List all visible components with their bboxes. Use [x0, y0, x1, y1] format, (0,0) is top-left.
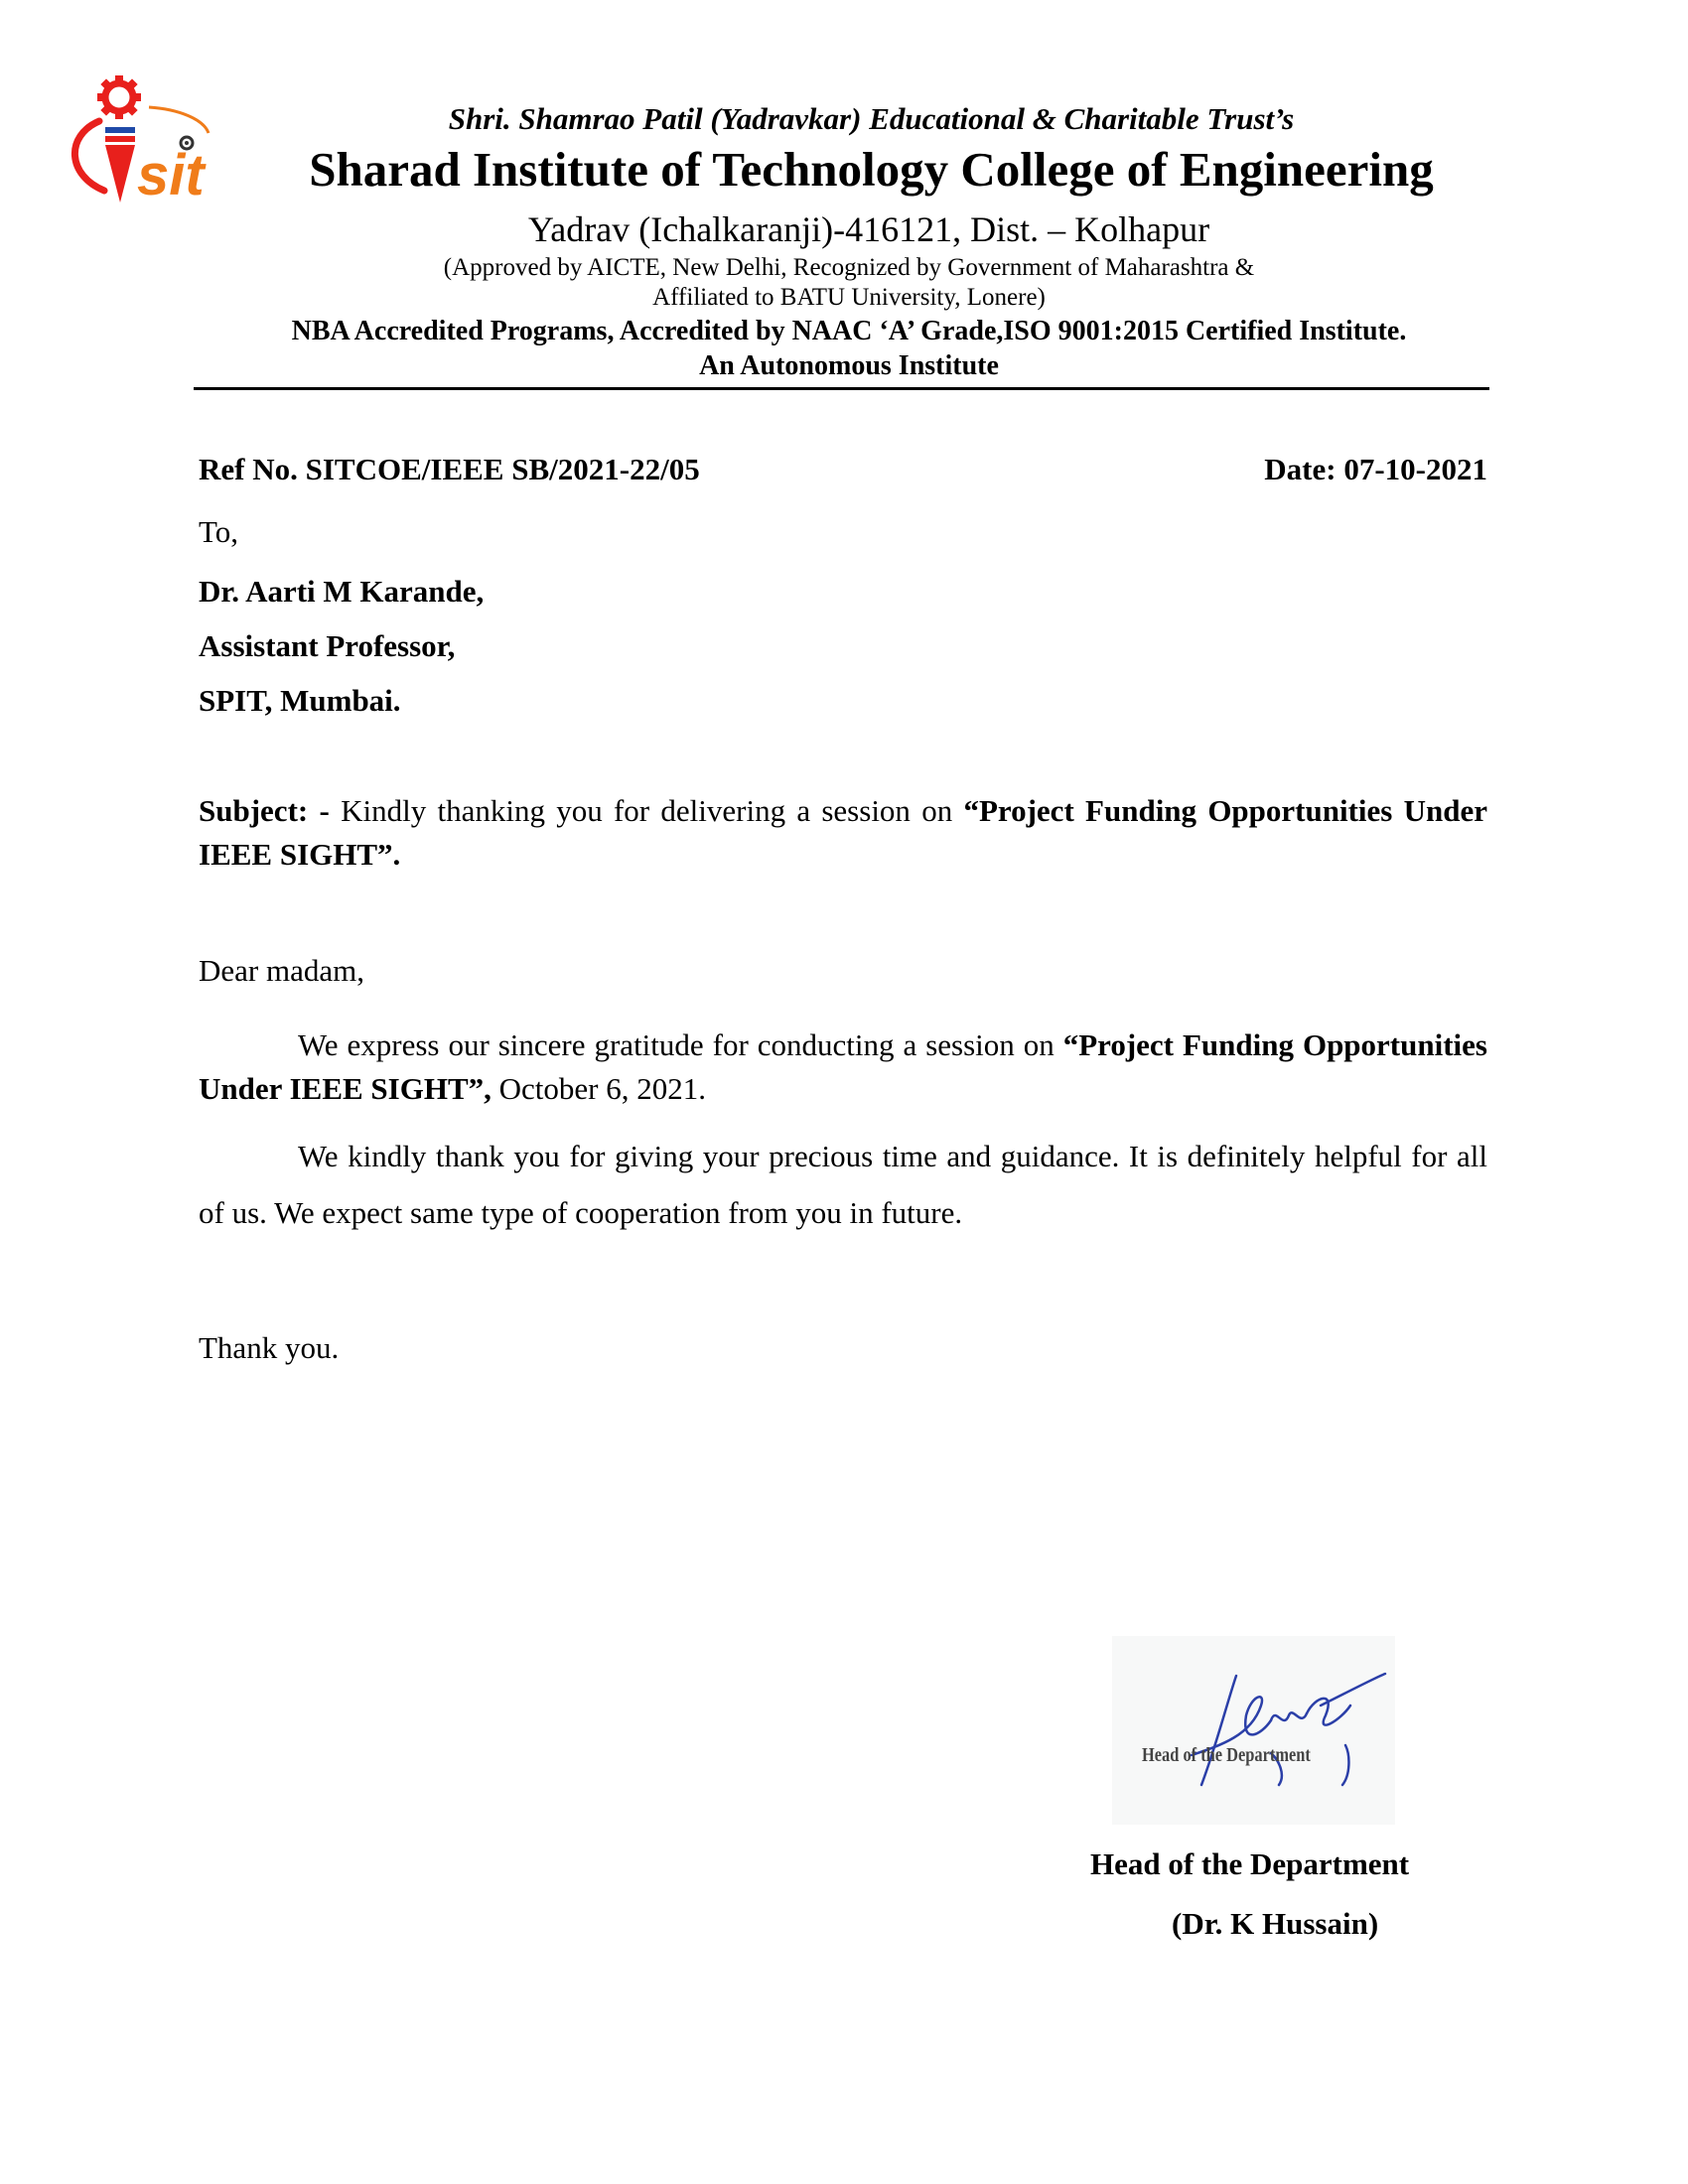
para1-date: October 6, 2021.	[491, 1071, 706, 1106]
trust-name: Shri. Shamrao Patil (Yadravkar) Educational & Charitable Trust’s	[448, 101, 1295, 136]
subject-topic: “Project Funding Opportunities Under IEEE SIGHT”.	[199, 793, 1487, 872]
accreditation-line: NBA Accredited Programs, Accredited by NAAC ‘A’ Grade,ISO 9001:2015 Certified Institute.	[291, 316, 1407, 346]
handwritten-signature	[1112, 1636, 1395, 1825]
college-name: Sharad Institute of Technology College of Engineering	[309, 142, 1434, 197]
reference-number: Ref No. SITCOE/IEEE SB/2021-22/05	[199, 452, 700, 486]
signer-title: Head of the Department	[1090, 1846, 1410, 1881]
recipient-title: Assistant Professor,	[199, 628, 456, 663]
approval-line-1: (Approved by AICTE, New Delhi, Recognized by Government of Maharashtra &	[443, 254, 1255, 281]
autonomous-line: An Autonomous Institute	[699, 350, 999, 381]
para1-topic: “Project Funding Opportunities Under IEEE SIGHT”,	[199, 1027, 1487, 1106]
subject-line	[199, 789, 1487, 877]
to-label: To,	[199, 514, 239, 549]
stamp-caption: Head of the Department	[1142, 1744, 1311, 1766]
subject-text: Kindly thanking you for delivering a session on	[329, 793, 964, 828]
closing: Thank you.	[199, 1330, 340, 1365]
body-paragraph-1	[199, 1024, 1487, 1111]
logo-wordmark: sit	[137, 143, 205, 207]
signature-stamp	[1112, 1636, 1395, 1825]
para1-text: We express our sincere gratitude for conducting a session on	[298, 1027, 1063, 1062]
letterhead-divider	[194, 387, 1489, 390]
recipient-organization: SPIT, Mumbai.	[199, 683, 401, 718]
recipient-name: Dr. Aarti M Karande,	[199, 574, 485, 609]
body-paragraph-2: We kindly thank you for giving your precious time and guidance. It is definitely helpful for all of us. We expect same type of cooperation from you in future.	[199, 1139, 1487, 1230]
salutation: Dear madam,	[199, 953, 364, 988]
signer-name: (Dr. K Hussain)	[1172, 1906, 1379, 1941]
subject-label: Subject: -	[199, 793, 330, 828]
letter-date: Date: 07-10-2021	[1264, 452, 1487, 486]
approval-line-2: Affiliated to BATU University, Lonere)	[652, 284, 1046, 311]
college-address: Yadrav (Ichalkaranji)-416121, Dist. – Kolhapur	[527, 209, 1210, 249]
